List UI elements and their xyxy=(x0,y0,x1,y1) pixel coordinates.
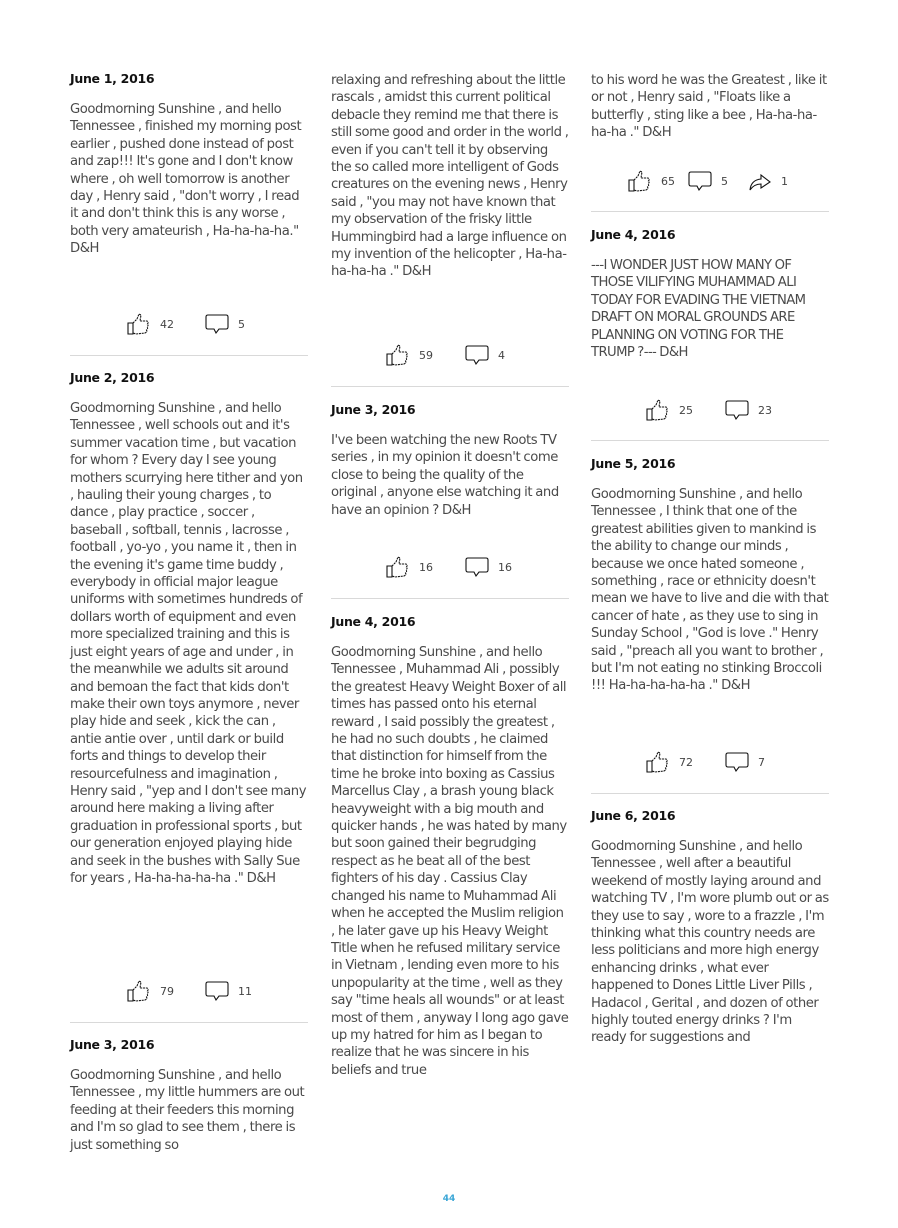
post-text: Goodmorning Sunshine , and hello Tennessee , Muhammad Ali , possibly the greatest Heavy Weight Boxer of all times has passed onto his eternal reward , I said possibly the greatest , he had no such doubts , he claimed that distinction for himself from the time he broke into boxing as Cassius Marcellus Clay , a brash young black heavyweight with a big mouth and quicker hands , he was hated by many but soon gained their begrudging respect as he beat all of the best fighters of his day . Cassius Clay changed his name to Muhammad Ali when he accepted the Muslim religion , he later gave up his Heavy Weight Title when he refused military service in Vietnam , lending even more to his unpopularity at the time , well as they say "time heals all wounds" or at least most of them , anyway I long ago gave up my hatred for him as I began to realize that he was sincere in his beliefs and true xyxy=(331,645,569,1078)
post-divider xyxy=(591,793,829,794)
post-text: Goodmorning Sunshine , and hello Tennessee , I think that one of the greatest abilities given to mankind is the ability to change our minds , because we once hated someone , something , race or ethnicity doesn't mean we have to live and die with that cancer of hate , as they use to sing in Sunday School , "God is love ." Henry said , "preach all you want to brother , but I'm not eating no stinking Broccoli !!! Ha-ha-ha-ha-ha ." D&H xyxy=(591,487,829,694)
like-button[interactable] xyxy=(645,749,693,775)
post-stats xyxy=(591,168,829,194)
post-june-3-hummers-cont xyxy=(331,72,569,281)
post-june-1 xyxy=(70,71,308,258)
comment-button[interactable] xyxy=(464,554,512,580)
post-text: ---I WONDER JUST HOW MANY OF THOSE VILIFYING MUHAMMAD ALI TODAY FOR EVADING THE VIETNAM DRAFT ON MORAL GROUNDS ARE PLANNING ON VOTING FOR THE TRUMP ?--- D&H xyxy=(591,258,806,361)
like-button[interactable] xyxy=(627,168,675,194)
post-text: Goodmorning Sunshine , and hello Tennessee , well after a beautiful weekend of mostly laying around and watching TV , I'm wore plumb out or as they use to say , wore to a frazzle , I'm thinking what this country needs are less politicians and more high energy enhancing drinks , what ever happened to Dones Little Liver Pills , Hadacol , Gerital , and dozen of other highly touted energy drinks ? I'm ready for suggestions and xyxy=(591,839,829,1046)
comment-count: 7 xyxy=(758,755,765,769)
post-june-4-caps xyxy=(591,227,829,361)
post-text: to his word he was the Greatest , like it or not , Henry said , "Floats like a butterfly , sting like a bee , Ha-ha-ha-ha-ha ." D&H xyxy=(591,73,827,141)
thumbs-up-icon xyxy=(385,555,411,579)
comment-button[interactable] xyxy=(204,978,252,1004)
post-text: Goodmorning Sunshine , and hello Tennessee , well schools out and it's summer vacation time , but vacation for whom ? Every day I see young mothers scurrying here tither and yon , hauling their young charges , to dance , play practice , soccer , baseball , softball, tennis , lacrosse , football , yo-yo , you name it , then in the evening it's game time buddy , everybody in official major league uniforms with sometimes hundreds of dollars worth of equipment and even more specialized training and this is just eight years of age and under , in the meanwhile we adults sit around and bemoan the fact that kids don't make their own toys anymore , never play hide and seek , kick the can , antie antie over , until dark or build forts and things to develop their resourcefulness and imagination , Henry said , "yep and I don't see many around here making a living after graduation in professional sports , but our generation enjoyed playing hide and seek in the bushes with Sally Sue for years , Ha-ha-ha-ha-ha ." D&H xyxy=(70,401,307,886)
post-june-3-roots xyxy=(331,402,569,519)
comment-count: 5 xyxy=(238,317,245,331)
post-stats xyxy=(70,311,308,337)
post-june-5 xyxy=(591,456,829,695)
post-divider xyxy=(591,211,829,212)
like-count: 65 xyxy=(661,174,675,188)
speech-bubble-icon xyxy=(687,169,713,193)
post-divider xyxy=(331,598,569,599)
thumbs-up-icon xyxy=(645,398,671,422)
post-june-4-ali-cont xyxy=(591,72,829,142)
like-button[interactable] xyxy=(126,311,174,337)
like-button[interactable] xyxy=(645,397,693,423)
post-divider xyxy=(591,440,829,441)
thumbs-up-icon xyxy=(627,169,653,193)
speech-bubble-icon xyxy=(464,555,490,579)
speech-bubble-icon xyxy=(724,398,750,422)
post-stats xyxy=(331,342,569,368)
thumbs-up-icon xyxy=(126,979,152,1003)
like-count: 79 xyxy=(160,984,174,998)
comment-count: 16 xyxy=(498,560,512,574)
post-text: Goodmorning Sunshine , and hello Tennessee , finished my morning post earlier , pushed done instead of post and zap!!! It's gone and I don't know where , oh well tomorrow is another day , Henry said , "don't worry , I read it and don't think this is any worse , both very amateurish , Ha-ha-ha-ha." D&H xyxy=(70,102,302,257)
thumbs-up-icon xyxy=(385,343,411,367)
post-stats xyxy=(591,749,829,775)
post-text: I've been watching the new Roots TV series , in my opinion it doesn't come close to being the quality of the original , anyone else watching it and have an opinion ? D&H xyxy=(331,433,559,518)
post-divider xyxy=(70,1022,308,1023)
share-button[interactable] xyxy=(747,168,788,194)
like-button[interactable] xyxy=(385,342,433,368)
post-divider xyxy=(331,386,569,387)
share-count: 1 xyxy=(781,174,788,188)
speech-bubble-icon xyxy=(464,343,490,367)
post-date: June 4, 2016 xyxy=(591,227,676,242)
post-june-2 xyxy=(70,370,308,887)
post-date: June 5, 2016 xyxy=(591,456,676,471)
post-date: June 1, 2016 xyxy=(70,71,155,86)
post-date: June 4, 2016 xyxy=(331,614,416,629)
thumbs-up-icon xyxy=(645,750,671,774)
comment-count: 4 xyxy=(498,348,505,362)
post-june-3-hummers xyxy=(70,1037,308,1154)
comment-button[interactable] xyxy=(724,749,765,775)
post-date: June 2, 2016 xyxy=(70,370,155,385)
comment-button[interactable] xyxy=(687,168,728,194)
post-stats xyxy=(331,554,569,580)
post-divider xyxy=(70,355,308,356)
comment-count: 23 xyxy=(758,403,772,417)
post-june-6 xyxy=(591,808,829,1047)
share-arrow-icon xyxy=(747,169,773,193)
like-button[interactable] xyxy=(385,554,433,580)
post-stats xyxy=(70,978,308,1004)
like-count: 72 xyxy=(679,755,693,769)
comment-count: 5 xyxy=(721,174,728,188)
speech-bubble-icon xyxy=(724,750,750,774)
post-text: Goodmorning Sunshine , and hello Tennessee , my little hummers are out feeding at their feeders this morning and I'm so glad to see them , there is just something so xyxy=(70,1068,305,1153)
comment-button[interactable] xyxy=(204,311,245,337)
post-text: relaxing and refreshing about the little rascals , amidst this current political debacle they remind me that there is still some good and order in the world , even if you can't tell it by observing the so called more intelligent of Gods creatures on the evening news , Henry said , "you may not have known that my observation of the frisky little Hummingbird had a large influence on my invention of the helicopter , Ha-ha-ha-ha-ha ." D&H xyxy=(331,73,569,280)
post-stats xyxy=(591,397,829,423)
comment-button[interactable] xyxy=(724,397,772,423)
post-date: June 3, 2016 xyxy=(331,402,416,417)
post-date: June 3, 2016 xyxy=(70,1037,155,1052)
like-count: 42 xyxy=(160,317,174,331)
like-count: 16 xyxy=(419,560,433,574)
comment-count: 11 xyxy=(238,984,252,998)
speech-bubble-icon xyxy=(204,979,230,1003)
like-button[interactable] xyxy=(126,978,174,1004)
post-date: June 6, 2016 xyxy=(591,808,676,823)
thumbs-up-icon xyxy=(126,312,152,336)
page-number: 44 xyxy=(442,1194,456,1204)
post-june-4-ali xyxy=(331,614,569,1079)
comment-button[interactable] xyxy=(464,342,505,368)
speech-bubble-icon xyxy=(204,312,230,336)
like-count: 59 xyxy=(419,348,433,362)
like-count: 25 xyxy=(679,403,693,417)
